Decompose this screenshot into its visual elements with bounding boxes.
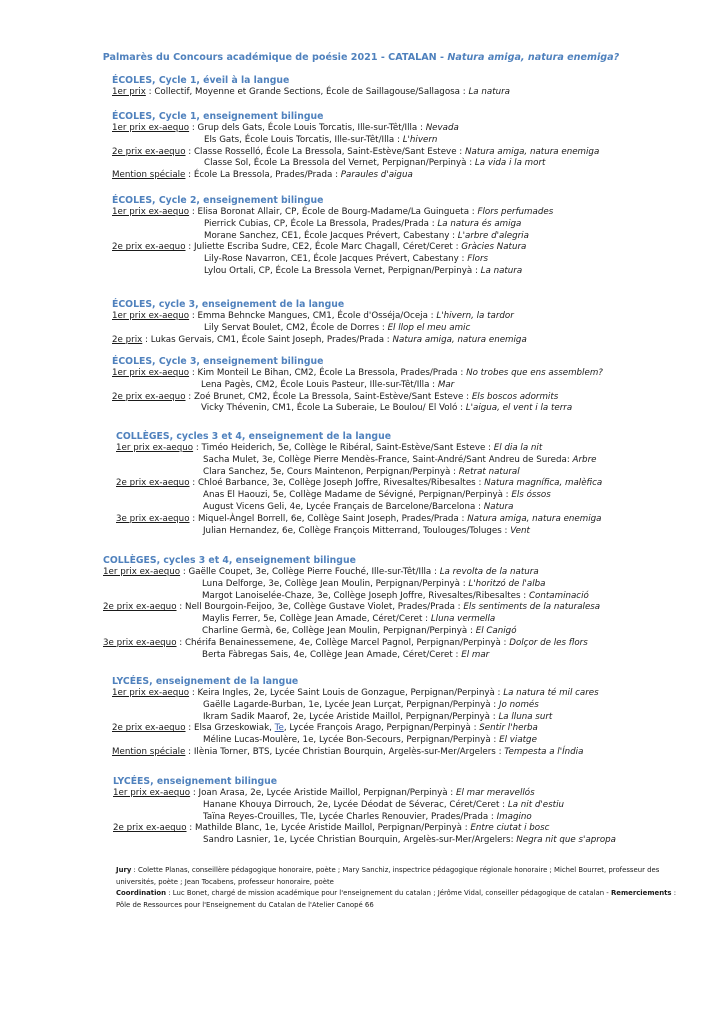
poem-title: Arbre — [572, 454, 597, 465]
poem-title: El viatge — [499, 735, 537, 746]
label-separator: : — [185, 723, 194, 734]
entry-details: Sacha Mulet, 3e, Collège Pierre Mendès-France, Saint-André/Sant Andreu de Sureda: — [203, 454, 573, 465]
entry-details: École La Bressola, Prades/Prada : — [193, 170, 341, 181]
prize-label: 2e prix ex-aequo — [112, 723, 186, 734]
poem-title: L'hivern, la tardor — [436, 311, 514, 321]
award-entry — [112, 207, 553, 219]
entry-details: Lily-Rose Navarron, CE1, École Jacques Prévert, Cabestany : — [204, 254, 468, 265]
entry-details: Anas El Haouzi, 5e, Collège Madame de Sévigné, Perpignan/Perpinyà : — [203, 490, 512, 501]
title-main: Palmarès du Concours académique de poésie 2021 - CATALAN - — [102, 52, 448, 63]
entry-details: Gaëlle Coupet, 3e, Collège Pierre Fouché, Ille-sur-Têt/Illa : — [188, 567, 440, 577]
poem-title: Paraules d'aigua — [340, 170, 413, 181]
award-entry — [112, 380, 603, 392]
poem-title: El dia la nit — [493, 443, 543, 453]
label-separator: : — [176, 637, 185, 648]
label-separator: : — [189, 688, 198, 698]
poem-title: El Canigó — [475, 625, 517, 636]
poem-title: Nevada — [425, 123, 459, 133]
prize-label: 3e prix ex-aequo — [103, 637, 177, 648]
prize-label: 1er prix ex-aequo — [112, 123, 190, 133]
poem-title: Natura magnífica, malèfica — [484, 478, 603, 489]
poem-title: La natura és amiga — [437, 218, 522, 229]
award-section — [103, 555, 600, 661]
poem-title: Natura amiga, natura enemiga — [392, 334, 527, 345]
prize-label: 1er prix ex-aequo — [103, 567, 181, 577]
prize-label: 3e prix ex-aequo — [116, 513, 190, 524]
entry-details: Lukas Gervais, CM1, École Saint Joseph, Prades/Prada : — [150, 334, 393, 345]
poem-title: La nit d'estiu — [507, 799, 564, 810]
award-entry — [103, 626, 600, 638]
entry-details: Elsa Grzeskowiak, — [193, 723, 275, 734]
entry-details: Kim Monteil Le Bihan, CM2, École La Bressola, Prades/Prada : — [197, 368, 467, 378]
prize-label: 2e prix ex-aequo — [112, 242, 186, 253]
entry-details: Keira Ingles, 2e, Lycée Saint Louis de Gonzague, Perpignan/Perpinyà : — [197, 688, 504, 698]
award-entry — [116, 455, 602, 467]
poem-title: El mar — [461, 649, 490, 660]
entry-details: Charline Germà, 6e, Collège Jean Moulin, Perpignan/Perpinyà : — [202, 625, 476, 636]
prize-label: 1er prix ex-aequo — [116, 443, 194, 453]
poem-title: Jo només — [499, 699, 539, 710]
section-heading: COLLÈGES, cycles 3 et 4, enseignement bilingue — [103, 555, 356, 566]
poem-title: Retrat natural — [458, 466, 520, 477]
label-separator: : — [180, 567, 189, 577]
entry-details: Classe Sol, École La Bressola del Vernet, Perpignan/Perpinyà : — [204, 158, 475, 169]
award-section — [116, 431, 602, 537]
document-title — [0, 52, 722, 63]
prize-label: 2e prix ex-aequo — [112, 391, 186, 402]
thanks-text: : Pôle de Ressources pour l'Enseignement du Catalan de l'Atelier Canopé 66 — [116, 889, 677, 909]
entry-details: Collectif, Moyenne et Grande Sections, École de Saillagouse/Sallagosa : — [154, 87, 469, 97]
entry-details: Joan Arasa, 2e, Lycée Aristide Maillol, Perpignan/Perpinyà : — [198, 788, 456, 798]
prize-label: 1er prix ex-aequo — [112, 207, 190, 217]
entry-details: Lily Servat Boulet, CM2, École de Dorres : — [204, 322, 388, 333]
entry-details: Pierrick Cubias, CP, École La Bressola, Prades/Prada : — [204, 218, 438, 229]
prize-label: 1er prix ex-aequo — [113, 788, 191, 798]
poem-title: Flors perfumades — [477, 207, 554, 217]
award-entry — [103, 614, 600, 626]
poem-title: Gràcies Natura — [461, 242, 527, 253]
award-entry — [112, 323, 527, 335]
label-separator: : — [142, 334, 151, 345]
entry-details: Nell Bourgoin-Feijoo, 3e, Collège Gustave Violet, Prades/Prada : — [184, 602, 464, 613]
entry-details: Lylou Ortali, CP, École La Bressola Vernet, Perpignan/Perpinyà : — [204, 265, 481, 276]
award-section — [112, 356, 603, 415]
label-separator: : — [189, 311, 198, 321]
poem-title: Flors — [467, 254, 489, 265]
poem-title: L'arbre d'alegria — [457, 230, 529, 241]
entry-details: Classe Rosselló, École La Bressola, Saint-Estève/Sant Esteve : — [193, 146, 465, 157]
prize-label: 2e prix ex-aequo — [112, 146, 186, 157]
award-entry — [103, 591, 600, 603]
label-separator: : — [189, 513, 198, 524]
section-heading: COLLÈGES, cycles 3 et 4, enseignement de la langue — [116, 431, 392, 442]
award-entry — [112, 219, 553, 231]
prize-label: 2e prix ex-aequo — [103, 602, 177, 613]
poem-title: Contaminació — [528, 590, 589, 601]
entry-details: Chérifa Benainessemene, 4e, Collège Marcel Pagnol, Perpignan/Perpinyà : — [184, 637, 510, 648]
section-heading: ÉCOLES, Cycle 1, enseignement bilingue — [112, 111, 324, 122]
prize-label: 1er prix — [112, 87, 146, 97]
award-entry — [112, 712, 599, 724]
award-entry — [116, 514, 602, 526]
label-separator: : — [145, 87, 155, 97]
entry-details: Elisa Boronat Allair, CP, École de Bourg-Madame/La Guingueta : — [197, 207, 478, 217]
award-entry — [112, 403, 603, 415]
section-heading: LYCÉES, enseignement de la langue — [112, 676, 299, 687]
award-entry — [113, 800, 616, 812]
award-entry — [112, 123, 599, 135]
entry-details: Luna Delforge, 3e, Collège Jean Moulin, Perpignan/Perpinyà : — [202, 578, 469, 589]
award-entry — [112, 231, 553, 243]
section-heading: ÉCOLES, Cycle 1, éveil à la langue — [112, 75, 290, 86]
label-separator: : — [189, 207, 198, 217]
poem-title: La vida i la mort — [474, 158, 546, 169]
award-entry — [112, 735, 599, 747]
entry-details: Lena Pagès, CM2, École Louis Pasteur, Ille-sur-Têt/Illa : — [201, 379, 438, 390]
coordination-text: : Luc Bonet, chargé de mission académique pour l'enseignement du catalan ; Jérôme Vidal, conseiller pédagogique de catalan - — [166, 889, 611, 898]
prize-label: 2e prix — [112, 334, 143, 345]
prize-label: 2e prix ex-aequo — [116, 478, 190, 489]
poem-title: Negra nit que s'apropa — [516, 835, 616, 846]
poem-title: La natura — [480, 265, 523, 276]
poem-title: Sentir l'herba — [479, 723, 538, 734]
entry-details: Mathilde Blanc, 1e, Lycée Aristide Maillol, Perpignan/Perpinyà : — [194, 823, 471, 834]
prize-label: 1er prix ex-aequo — [112, 688, 190, 698]
poem-title: Lluna vermella — [430, 614, 496, 625]
poem-title: Natura amiga, natura enemiga — [465, 146, 600, 157]
section-heading: ÉCOLES, cycle 3, enseignement de la langue — [112, 299, 345, 310]
entry-details: Julian Hernandez, 6e, Collège François Mitterrand, Toulouges/Toluges : — [203, 525, 511, 536]
award-entry — [112, 170, 599, 182]
prize-label: 1er prix ex-aequo — [112, 368, 190, 378]
award-section — [113, 776, 616, 847]
poem-title: Mar — [437, 379, 455, 390]
entry-details: Chloé Barbance, 3e, Collège Joseph Joffre, Rivesaltes/Ribesaltes : — [197, 478, 485, 489]
entry-details: Maylis Ferrer, 5e, Collège Jean Amade, Céret/Ceret : — [202, 614, 431, 625]
poem-title: La natura — [468, 87, 511, 97]
award-entry — [112, 368, 603, 380]
award-entry — [112, 147, 599, 159]
award-section — [112, 676, 599, 759]
entry-details: Grup dels Gats, École Louis Torcatis, Ille-sur-Têt/Illa : — [197, 123, 426, 133]
award-entry — [112, 242, 553, 254]
award-entry — [112, 311, 527, 323]
award-section — [112, 299, 527, 346]
award-entry — [103, 567, 600, 579]
jury-text: : Colette Planas, conseillère pédagogique honoraire, poète ; Mary Sanchiz, inspectrice pédagogique régionale honoraire ; Michel Bourret, professeur des universités, poète ; Jean Tocabens, professeur honoraire, poète — [116, 866, 660, 886]
poem-title: Imagino — [496, 811, 532, 822]
section-heading: ÉCOLES, Cycle 3, enseignement bilingue — [112, 356, 324, 367]
poem-title: Dolçor de les flors — [509, 637, 588, 648]
entry-details: Méline Lucas-Moulère, 1e, Lycée Bon-Secours, Perpignan/Perpinyà : — [203, 735, 500, 746]
entry-details-continued: , Lycée François Arago, Perpignan/Perpinyà : — [283, 723, 480, 734]
coordination-label: Coordination — [116, 889, 167, 898]
prize-label: 2e prix ex-aequo — [113, 823, 187, 834]
poem-title: L'horitzó de l'alba — [468, 578, 546, 589]
poem-title: L'hivern — [402, 134, 438, 145]
award-entry — [116, 526, 602, 538]
section-heading: ÉCOLES, Cycle 2, enseignement bilingue — [112, 195, 324, 206]
label-separator: : — [190, 788, 199, 798]
poem-title: Els sentiments de la naturalesa — [463, 602, 601, 613]
entry-details: Ikram Sadik Maarof, 2e, Lycée Aristide Maillol, Perpignan/Perpinyà : — [203, 711, 499, 722]
entry-details: Berta Fàbregas Sais, 4e, Collège Jean Amade, Céret/Ceret : — [202, 649, 462, 660]
award-entry — [113, 823, 616, 835]
poem-title: Natura — [483, 501, 514, 512]
award-entry — [113, 812, 616, 824]
label-separator: : — [185, 746, 194, 757]
award-section — [112, 195, 553, 278]
prize-label: Mention spéciale — [112, 746, 186, 757]
award-entry — [112, 392, 603, 404]
poem-title: Natura amiga, natura enemiga — [467, 513, 602, 524]
entry-details: Sandro Lasnier, 1e, Lycée Christian Bourquin, Argelès-sur-Mer/Argelers: — [203, 835, 517, 846]
poem-title: La revolta de la natura — [439, 567, 539, 577]
award-entry — [103, 602, 600, 614]
entry-details: Taïna Reyes-Crouilles, Tle, Lycée Charles Renouvier, Prades/Prada : — [203, 811, 497, 822]
award-entry — [103, 650, 600, 662]
label-separator: : — [189, 123, 198, 133]
label-separator: : — [176, 602, 185, 613]
poem-title: L'aigua, el vent i la terra — [465, 403, 573, 414]
award-entry — [112, 87, 510, 99]
award-entry — [112, 747, 599, 759]
entry-details: Emma Behncke Mangues, CM1, École d'Osséja/Oceja : — [197, 311, 437, 321]
award-entry — [103, 579, 600, 591]
entry-details: Gaëlle Lagarde-Burban, 1e, Lycée Jean Lurçat, Perpignan/Perpinyà : — [203, 699, 499, 710]
entry-details: Els Gats, École Louis Torcatis, Ille-sur-Têt/Illa : — [204, 134, 403, 145]
award-entry — [112, 723, 599, 735]
thanks-label: Remerciements — [610, 889, 672, 898]
poem-title: Els óssos — [511, 490, 551, 501]
entry-details: Timéo Heiderich, 5e, Collège le Ribéral, Saint-Estève/Sant Esteve : — [201, 443, 494, 453]
award-entry — [112, 254, 553, 266]
award-entry — [116, 490, 602, 502]
section-heading: LYCÉES, enseignement bilingue — [113, 776, 278, 787]
class-level-link[interactable]: Te — [274, 723, 284, 734]
poem-title: Els boscos adormits — [471, 391, 559, 402]
label-separator: : — [185, 146, 194, 157]
award-entry — [116, 467, 602, 479]
entry-details: Ilènia Torner, BTS, Lycée Christian Bourquin, Argelès-sur-Mer/Argelers : — [193, 746, 505, 757]
entry-details: August Vicens Geli, 4e, Lycée Français de Barcelone/Barcelona : — [203, 501, 484, 512]
entry-details: Clara Sanchez, 5e, Cours Maintenon, Perpignan/Perpinyà : — [203, 466, 459, 477]
award-entry — [116, 478, 602, 490]
award-entry — [113, 835, 616, 847]
award-entry — [116, 502, 602, 514]
poem-title: El llop el meu amic — [387, 322, 471, 333]
award-entry — [112, 266, 553, 278]
award-entry — [113, 788, 616, 800]
award-section — [112, 75, 510, 99]
title-theme: Natura amiga, natura enemiga? — [447, 52, 620, 63]
credits-footer — [116, 865, 676, 911]
award-entry — [112, 335, 527, 347]
award-section — [112, 111, 599, 182]
entry-details: Vicky Thévenin, CM1, École La Suberaie, Le Boulou/ El Voló : — [201, 403, 466, 414]
entry-details: Miquel-Àngel Borrell, 6e, Collège Saint Joseph, Prades/Prada : — [197, 513, 468, 524]
label-separator: : — [186, 823, 195, 834]
entry-details: Zoé Brunet, CM2, École La Bressola, Saint-Estève/Sant Esteve : — [193, 391, 472, 402]
label-separator: : — [185, 391, 194, 402]
label-separator: : — [185, 170, 194, 181]
poem-title: La natura té mil cares — [503, 688, 599, 698]
prize-label: Mention spéciale — [112, 170, 186, 181]
entry-details: Hanane Khouya Dirrouch, 2e, Lycée Déodat de Séverac, Céret/Ceret : — [203, 799, 508, 810]
entry-details: Margot Lanoiselée-Chaze, 3e, Collège Joseph Joffre, Rivesaltes/Ribesaltes : — [202, 590, 529, 601]
poem-title: Entre ciutat i bosc — [470, 823, 550, 834]
label-separator: : — [185, 242, 194, 253]
award-entry — [112, 158, 599, 170]
award-entry — [103, 638, 600, 650]
award-entry — [112, 688, 599, 700]
poem-title: No trobes que ens assemblem? — [466, 368, 603, 378]
prize-label: 1er prix ex-aequo — [112, 311, 190, 321]
entry-details: Morane Sanchez, CE1, École Jacques Prévert, Cabestany : — [204, 230, 458, 241]
award-entry — [112, 700, 599, 712]
jury-label: Jury — [116, 866, 132, 874]
label-separator: : — [189, 478, 198, 489]
poem-title: Tempesta a l'Índia — [504, 746, 584, 757]
poem-title: Vent — [510, 525, 530, 536]
label-separator: : — [189, 368, 198, 378]
award-entry — [116, 443, 602, 455]
award-entry — [112, 135, 599, 147]
poem-title: La lluna surt — [498, 711, 553, 722]
label-separator: : — [193, 443, 202, 453]
poem-title: El mar meravellós — [455, 788, 535, 798]
entry-details: Juliette Escriba Sudre, CE2, École Marc Chagall, Céret/Ceret : — [193, 242, 462, 253]
